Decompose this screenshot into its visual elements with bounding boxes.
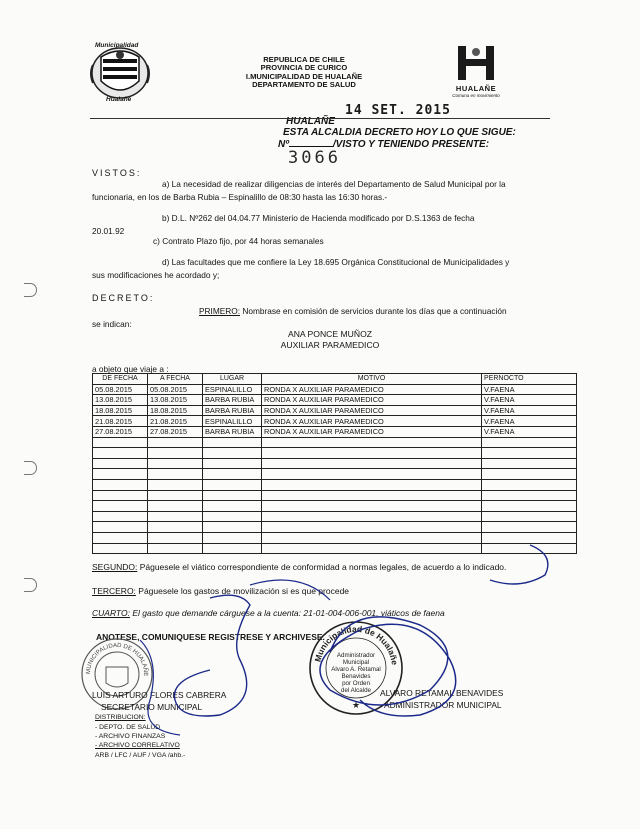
cell-empty xyxy=(93,511,148,522)
cell-empty xyxy=(482,522,577,533)
header-line-country: REPUBLICA DE CHILE xyxy=(263,55,345,64)
seal-star-icon: ★ xyxy=(351,700,361,710)
cell-empty xyxy=(262,479,482,490)
table-row xyxy=(93,416,577,427)
cell-empty xyxy=(482,479,577,490)
cell-empty xyxy=(148,469,203,480)
cell-empty xyxy=(93,479,148,490)
letterhead xyxy=(220,56,388,89)
distribution-item: - ARCHIVO FINANZAS xyxy=(95,733,166,740)
cell-empty xyxy=(93,532,148,543)
cell-a-fecha: 21.08.2015 xyxy=(148,416,203,427)
right-seal-line2: Municipal xyxy=(342,659,370,666)
cell-lugar: ESPINALILLO xyxy=(203,384,262,395)
table-row xyxy=(93,384,577,395)
table-row-empty xyxy=(93,543,577,554)
header-line-province: PROVINCIA DE CURICO xyxy=(260,63,348,73)
cell-empty xyxy=(482,458,577,469)
right-seal-line4: Benavides xyxy=(341,673,371,680)
cell-empty xyxy=(482,511,577,522)
cell-empty xyxy=(93,490,148,501)
cell-lugar: BARBA RUBIA xyxy=(203,426,262,437)
segundo-clause xyxy=(92,562,506,572)
decree-intro-line: ESTA ALCALDIA DECRETO HOY LO QUE SIGUE: xyxy=(283,127,516,138)
decreto-label: DECRETO: xyxy=(92,293,155,303)
left-signer-title: SECRETARIO MUNICIPAL xyxy=(101,702,203,712)
col-motivo: MOTIVO xyxy=(262,374,482,385)
travel-table xyxy=(92,373,577,554)
table-row-empty xyxy=(93,479,577,490)
cell-empty xyxy=(93,501,148,512)
table-row-empty xyxy=(93,511,577,522)
number-blank xyxy=(289,146,333,147)
table-row xyxy=(93,426,577,437)
cell-pernocto: V.FAENA xyxy=(482,395,577,406)
table-row xyxy=(93,395,577,406)
segundo-text: Páguesele el viático correspondiente de conformidad a normas legales, de acuerdo a lo indicado. xyxy=(137,562,507,572)
cell-pernocto: V.FAENA xyxy=(482,426,577,437)
header-line-municipality: I.MUNICIPALIDAD DE HUALAÑE xyxy=(245,71,363,81)
cell-empty xyxy=(93,522,148,533)
crest-top-text: Municipalidad xyxy=(95,42,139,49)
vistos-a-line2: funcionaria, en los de Barba Rubia – Espinalillo de 08:30 hasta las 16:30 horas.- xyxy=(92,192,388,202)
cell-a-fecha: 05.08.2015 xyxy=(148,384,203,395)
col-lugar: LUGAR xyxy=(203,374,262,385)
cell-a-fecha: 13.08.2015 xyxy=(148,395,203,406)
vistos-label: VISTOS: xyxy=(92,168,142,178)
cell-empty xyxy=(482,543,577,554)
right-seal-line3: Alvaro A. Retamal xyxy=(331,666,381,673)
table-row-empty xyxy=(93,458,577,469)
tercero-text: Páguesele los gastos de movilización si es que procede xyxy=(135,586,350,596)
cell-de-fecha: 18.08.2015 xyxy=(93,405,148,416)
cell-empty xyxy=(148,479,203,490)
cell-empty xyxy=(203,543,262,554)
distribution-label: DISTRIBUCION: xyxy=(95,714,146,721)
cell-lugar: ESPINALILLO xyxy=(203,416,262,427)
cell-a-fecha: 18.08.2015 xyxy=(148,405,203,416)
cell-empty xyxy=(203,532,262,543)
vistos-d-line2: sus modificaciones he acordado y; xyxy=(92,270,220,280)
table-row-empty xyxy=(93,469,577,480)
cell-empty xyxy=(148,511,203,522)
cell-a-fecha: 27.08.2015 xyxy=(148,426,203,437)
cell-motivo: RONDA X AUXILIAR PARAMEDICO xyxy=(262,405,482,416)
cell-empty xyxy=(93,543,148,554)
cell-empty xyxy=(262,469,482,480)
person-name: ANA PONCE MUÑOZ xyxy=(287,329,373,339)
vistos-d-line1: d) Las facultades que me confiere la Ley 18.695 Orgánica Constitucional de Municipalidades y xyxy=(162,257,510,267)
number-prefix: Nº xyxy=(278,139,289,150)
cell-motivo: RONDA X AUXILIAR PARAMEDICO xyxy=(262,426,482,437)
cell-empty xyxy=(262,458,482,469)
cell-empty xyxy=(482,448,577,459)
logo-name: HUALAÑE xyxy=(455,84,497,93)
right-seal-line6: del Alcalde xyxy=(341,687,371,694)
table-row-empty xyxy=(93,532,577,543)
tercero-label: TERCERO: xyxy=(92,586,136,596)
place-heading: HUALAÑE xyxy=(286,116,335,127)
municipal-crest-icon xyxy=(89,43,151,101)
cell-empty xyxy=(482,490,577,501)
cell-empty xyxy=(482,437,577,448)
vistos-b-line2: 20.01.92 xyxy=(92,226,125,236)
cell-empty xyxy=(203,490,262,501)
cell-empty xyxy=(148,490,203,501)
col-de-fecha: DE FECHA xyxy=(93,374,148,385)
header-rule xyxy=(90,118,550,119)
cell-empty xyxy=(262,501,482,512)
segundo-label: SEGUNDO: xyxy=(92,562,138,572)
cell-empty xyxy=(93,437,148,448)
right-signer-name: ALVARO RETAMAL BENAVIDES xyxy=(380,688,504,698)
cell-de-fecha: 05.08.2015 xyxy=(93,384,148,395)
cell-motivo: RONDA X AUXILIAR PARAMEDICO xyxy=(262,395,482,406)
cell-empty xyxy=(482,501,577,512)
col-a-fecha: A FECHA xyxy=(148,374,203,385)
vistos-b-line1: b) D.L. Nº262 del 04.04.77 Ministerio de Hacienda modificado por D.S.1363 de fecha xyxy=(162,213,475,223)
table-row xyxy=(93,405,577,416)
header-line-department: DEPARTAMENTO DE SALUD xyxy=(252,79,356,89)
table-row-empty xyxy=(93,437,577,448)
cell-empty xyxy=(93,458,148,469)
cell-empty xyxy=(262,490,482,501)
closing-line: ANOTESE, COMUNIQUESE REGISTRESE Y ARCHIVESE. xyxy=(96,632,325,642)
empty-rows xyxy=(93,437,577,554)
cell-empty xyxy=(203,458,262,469)
table-row-empty xyxy=(93,490,577,501)
cell-empty xyxy=(262,522,482,533)
distribution-item: - ARCHIVO CORRELATIVO xyxy=(95,742,180,749)
cell-empty xyxy=(148,458,203,469)
cell-empty xyxy=(148,543,203,554)
cuarto-text: El gasto que demande cárguese a la cuenta: 21-01-004-006-001, viáticos de faena xyxy=(129,608,445,618)
cell-empty xyxy=(148,501,203,512)
right-seal-line1: Administrador xyxy=(336,652,376,659)
cell-empty xyxy=(203,511,262,522)
vistos-c-line: c) Contrato Plazo fijo, por 44 horas semanales xyxy=(153,236,324,246)
primero-text: Nombrase en comisión de servicios durante los días que a continuación xyxy=(240,306,507,316)
cell-empty xyxy=(203,437,262,448)
table-row-empty xyxy=(93,448,577,459)
cell-empty xyxy=(262,543,482,554)
col-pernocto: PERNOCTO xyxy=(482,374,577,385)
table-row-empty xyxy=(93,501,577,512)
hualane-logo-icon xyxy=(454,44,498,82)
distribution-initials: ARB / LFC / AUF / VGA /ahb.- xyxy=(95,752,186,759)
tercero-clause xyxy=(92,586,349,596)
cell-de-fecha: 21.08.2015 xyxy=(93,416,148,427)
primero-clause xyxy=(199,306,507,316)
crest-bottom-text: Hualañe xyxy=(106,96,132,103)
right-seal-ring-text: Municipalidad de Hualañe xyxy=(312,623,400,666)
date-stamp: 14 SET. 2015 xyxy=(345,103,451,118)
cell-lugar: BARBA RUBIA xyxy=(203,395,262,406)
cell-pernocto: V.FAENA xyxy=(482,405,577,416)
cell-empty xyxy=(262,532,482,543)
distribution-item: - DEPTO. DE SALUD xyxy=(95,724,161,731)
cell-empty xyxy=(262,511,482,522)
left-seal-text: MUNICIPALIDAD DE HUALAÑE xyxy=(85,642,149,677)
decree-number-stamp: 3066 xyxy=(288,148,341,168)
cell-empty xyxy=(262,448,482,459)
cell-empty xyxy=(482,532,577,543)
cell-empty xyxy=(203,448,262,459)
cuarto-clause xyxy=(92,608,445,618)
table-row-empty xyxy=(93,522,577,533)
cell-empty xyxy=(203,522,262,533)
right-seal-line5: por Orden xyxy=(342,680,370,687)
cell-de-fecha: 27.08.2015 xyxy=(93,426,148,437)
punch-hole xyxy=(24,578,37,592)
visto-heading: /VISTO Y TENIENDO PRESENTE: xyxy=(332,139,490,150)
punch-hole xyxy=(24,461,37,475)
vistos-a-line1: a) La necesidad de realizar diligencias de interés del Departamento de Salud Municipal por la xyxy=(162,179,506,189)
cell-empty xyxy=(148,522,203,533)
cell-empty xyxy=(203,479,262,490)
cell-empty xyxy=(262,437,482,448)
cell-empty xyxy=(203,501,262,512)
person-role: AUXILIAR PARAMEDICO xyxy=(280,340,380,350)
primero-line2: se indican: xyxy=(92,319,132,329)
cell-empty xyxy=(148,437,203,448)
cell-empty xyxy=(93,469,148,480)
cell-de-fecha: 13.08.2015 xyxy=(93,395,148,406)
cell-empty xyxy=(148,448,203,459)
cell-pernocto: V.FAENA xyxy=(482,384,577,395)
right-signer-title: ADMINISTRADOR MUNICIPAL xyxy=(384,700,502,710)
cuarto-label: CUARTO: xyxy=(92,608,130,618)
objeto-line: a objeto que viaje a : xyxy=(92,364,169,374)
punch-hole xyxy=(24,283,37,297)
cell-empty xyxy=(93,448,148,459)
left-signer-name: LUIS ARTURO FLORES CABRERA xyxy=(92,690,227,700)
cell-empty xyxy=(203,469,262,480)
primero-label: PRIMERO: xyxy=(199,306,241,316)
cell-lugar: BARBA RUBIA xyxy=(203,405,262,416)
cell-motivo: RONDA X AUXILIAR PARAMEDICO xyxy=(262,384,482,395)
cell-empty xyxy=(148,532,203,543)
cell-motivo: RONDA X AUXILIAR PARAMEDICO xyxy=(262,416,482,427)
table-header-row xyxy=(93,374,577,385)
cell-empty xyxy=(482,469,577,480)
cell-pernocto: V.FAENA xyxy=(482,416,577,427)
logo-tagline: Comuna en movimiento xyxy=(452,93,500,98)
